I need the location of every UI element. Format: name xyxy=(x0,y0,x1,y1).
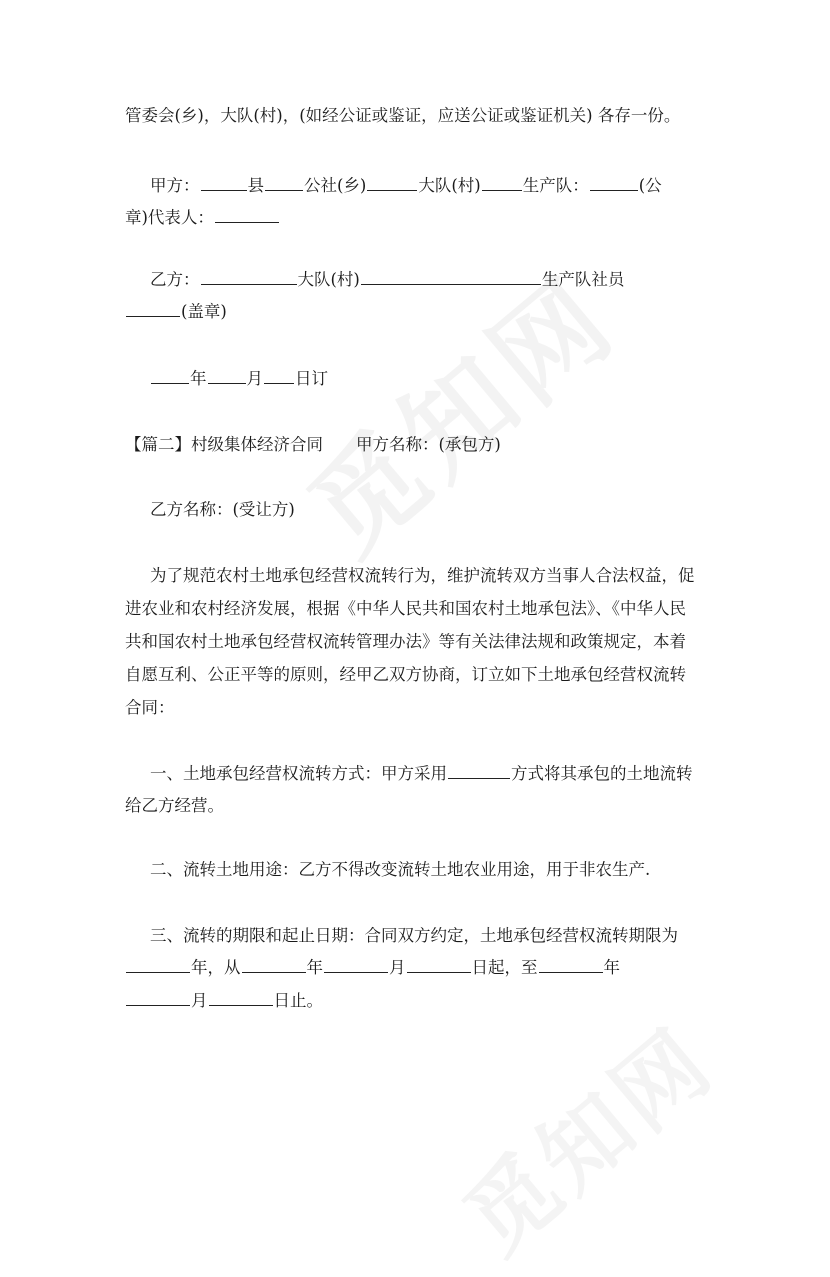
blank xyxy=(126,302,180,317)
blank xyxy=(242,958,306,973)
clause-1-line-1: 一、土地承包经营权流转方式：甲方采用 方式将其承包的土地流转 xyxy=(150,764,693,783)
blank xyxy=(264,369,294,384)
blank xyxy=(126,991,190,1006)
blank xyxy=(448,764,510,779)
blank xyxy=(482,176,522,191)
blank xyxy=(126,958,190,973)
blank xyxy=(367,176,417,191)
preamble-line-2: 进农业和农村经济发展，根据《中华人民共和国农村土地承包法》、《中华人民 xyxy=(125,599,686,618)
party-a-line-1: 甲方： 县 公社(乡) 大队(村) 生产队： (公 xyxy=(150,176,662,195)
blank xyxy=(539,958,603,973)
party-b-name: 乙方名称：(受让方) xyxy=(150,500,295,519)
section-heading: 【篇二】村级集体经济合同 甲方名称：(承包方) xyxy=(125,435,501,454)
blank xyxy=(590,176,638,191)
blank xyxy=(215,208,279,223)
preamble-line-4: 自愿互利、公正平等的原则，经甲乙双方协商，订立如下土地承包经营权流转 xyxy=(125,665,686,684)
preamble-line-1: 为了规范农村土地承包经营权流转行为，维护流转双方当事人合法权益，促 xyxy=(150,566,695,585)
sign-date: 年 月 日订 xyxy=(150,369,740,389)
party-b-line-2: (盖章) xyxy=(125,302,715,322)
party-b-line-1: 乙方： 大队(村) 生产队社员 xyxy=(150,270,625,289)
clause-3-line-1: 三、流转的期限和起止日期：合同双方约定，土地承包经营权流转期限为 xyxy=(150,926,678,945)
clause-3-line-3: 月 日止。 xyxy=(125,991,715,1011)
watermark-lower xyxy=(432,993,736,1277)
blank xyxy=(201,176,247,191)
blank xyxy=(361,270,541,285)
blank xyxy=(407,958,471,973)
blank xyxy=(209,991,273,1006)
clause-2: 二、流转土地用途：乙方不得改变流转土地农业用途，用于非农生产. xyxy=(150,860,651,879)
party-a-line-2: 章)代表人： xyxy=(125,208,715,228)
blank xyxy=(201,270,297,285)
preamble-line-5: 合同： xyxy=(125,698,175,717)
copies-note: 管委会(乡)，大队(村)，(如经公证或鉴证，应送公证或鉴证机关) 各存一份。 xyxy=(125,106,681,125)
preamble-line-3: 共和国农村土地承包经营权流转管理办法》等有关法律法规和政策规定，本着 xyxy=(125,632,686,651)
blank xyxy=(265,176,303,191)
blank xyxy=(151,369,189,384)
clause-1-line-2: 给乙方经营。 xyxy=(125,796,224,815)
blank xyxy=(324,958,388,973)
clause-3-line-2: 年，从 年 月 日起，至 年 xyxy=(125,958,715,978)
blank xyxy=(208,369,246,384)
